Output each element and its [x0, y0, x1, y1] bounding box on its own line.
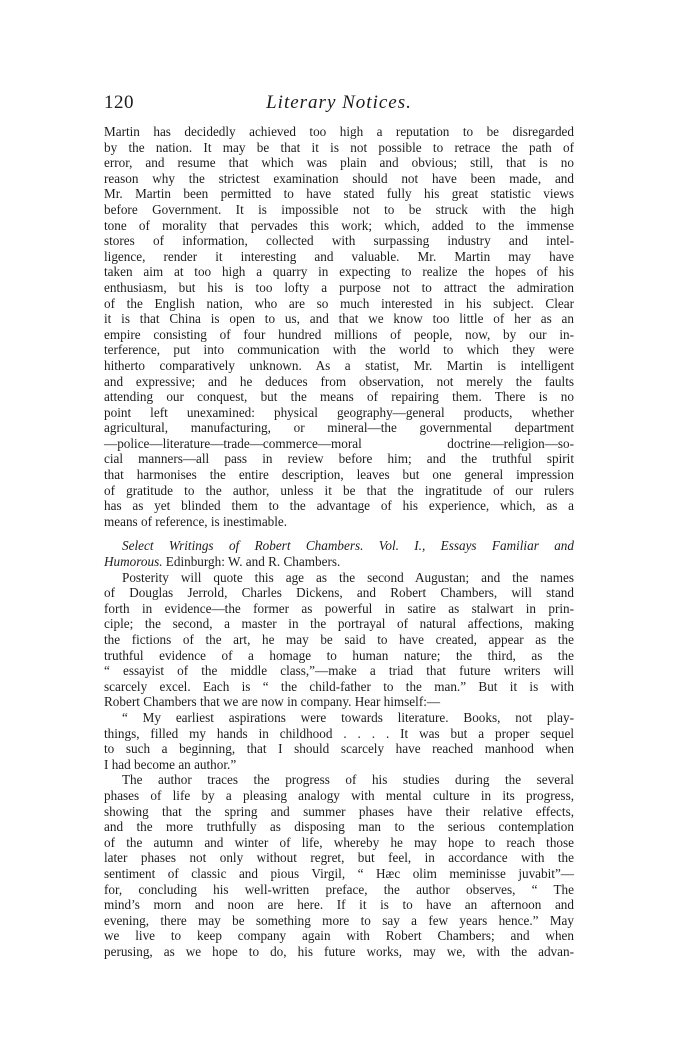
text-line: ligence, render it interesting and valuable. Mr. Martin may have [104, 248, 574, 264]
book-title-imprint-line [104, 554, 574, 570]
book-imprint: Edinburgh: W. and R. Chambers. [162, 554, 341, 570]
text-line: perusing, as we hope to do, his future works, may we, with the advan- [104, 943, 574, 959]
text-line: for, concluding his well-written preface, the author observes, “ The [104, 881, 574, 897]
text-line: sentiment of classic and pious Virgil, “ Hæc olim meminisse juvabit”— [104, 865, 574, 881]
text-line: Martin has decidedly achieved too high a reputation to be disregarded [104, 124, 574, 139]
text-line: showing that the spring and summer phases have their relative effects, [104, 803, 574, 819]
text-line: The author traces the progress of his studies during the several [122, 772, 574, 788]
text-line: point left unexamined: physical geography—general products, whether [104, 404, 574, 420]
text-line: —police—literature—trade—commerce—moral doctrine—religion—so- [104, 435, 574, 451]
text-line: of the autumn and winter of life, whereby he may hope to reach those [104, 834, 574, 850]
text-line: error, and resume that which was plain and obvious; still, that is no [104, 155, 574, 171]
quote-line: things, filled my hands in childhood . . . . It was but a proper sequel [104, 725, 574, 741]
text-line: and the more truthfully as disposing man to the serious contemplation [104, 819, 574, 835]
page-number: 120 [104, 92, 134, 113]
text-line: terference, put into communication with the world to which they were [104, 342, 574, 358]
text-line: “ essayist of the middle class,”—make a triad that future writers will [104, 663, 574, 679]
text-line: stores of information, collected with surpassing industry and intel- [104, 233, 574, 249]
text-line: Mr. Martin been permitted to have stated fully his great statistic views [104, 186, 574, 202]
text-line: Posterity will quote this age as the second Augustan; and the names [122, 569, 574, 585]
text-line: later phases not only without regret, but feel, in accordance with the [104, 850, 574, 866]
text-line: the fictions of the art, he may be said to have created, appear as the [104, 632, 574, 647]
review-martin [104, 124, 574, 529]
text-line: mind’s morn and noon are here. If it is to have an afternoon and [104, 897, 574, 913]
text-line: tone of morality that pervades this work; which, added to the immense [104, 217, 574, 233]
text-line: has as yet blinded them to the advantage of his experience, which, as a [104, 498, 574, 514]
text-line: empire consisting of four hundred millions of people, now, by our in- [104, 326, 574, 342]
text-line: phases of life by a pleasing analogy with mental culture in its progress, [104, 787, 574, 803]
book-title-text: Humorous. [104, 554, 163, 570]
text-line: of the English nation, who are so much interested in his subject. Clear [104, 295, 574, 311]
text-line: hitherto comparatively unknown. As a statist, Mr. Martin is intelligent [104, 357, 574, 373]
book-title-line: Select Writings of Robert Chambers. Vol. I., Essays Familiar and [122, 538, 574, 554]
text-line: forth in evidence—the former as powerful in satire as stalwart in prin- [104, 600, 574, 616]
text-line: of gratitude to the author, unless it be that the ingratitude of our rulers [104, 482, 574, 498]
text-line: ciple; the second, a master in the portrayal of natural affections, making [104, 616, 574, 632]
text-line: of Douglas Jerrold, Charles Dickens, and Robert Chambers, will stand [104, 585, 574, 601]
text-line: by the nation. It may be that it is not possible to retrace the path of [104, 139, 574, 155]
text-line: truthful evidence of a homage to human nature; the third, as the [104, 647, 574, 663]
text-line: it is that China is open to us, and that we know too little of her as an [104, 311, 574, 327]
text-line: attending our conquest, but the means of repairing them. There is no [104, 389, 574, 405]
quote-line: “ My earliest aspirations were towards literature. Books, not play- [122, 709, 574, 725]
text-line: that harmonises the entire description, leaves but one general impression [104, 467, 574, 483]
text-line: we live to keep company again with Robert Chambers; and when [104, 928, 574, 944]
page [104, 92, 574, 959]
text-line: evening, there may be something more to say a few years hence.” May [104, 912, 574, 928]
section-gap [104, 529, 574, 538]
text-line: Robert Chambers that we are now in company. Hear himself:— [104, 694, 441, 710]
text-line: cial manners—all pass in review before him; and the truthful spirit [104, 451, 574, 467]
quote-line: to such a beginning, that I should scarcely have reached manhood when [104, 741, 574, 757]
text-line: taken aim at too high a quarry in expecting to realize the hopes of his [104, 264, 574, 280]
running-head: Literary Notices. [266, 92, 412, 113]
text-line: scarcely excel. Each is “ the child-father to the man.” But it is with [104, 678, 574, 694]
text-line: means of reference, is inestimable. [104, 513, 288, 529]
quote-line: I had become an author.” [104, 756, 237, 772]
text-line: and expressive; and he deduces from observation, not merely the faults [104, 373, 574, 389]
text-line: reason why the strictest examination should not have been made, and [104, 170, 574, 186]
text-line: before Government. It is impossible not to be struck with the high [104, 201, 574, 217]
page-header [104, 92, 574, 120]
text-line: agricultural, manufacturing, or mineral—the governmental department [104, 420, 574, 436]
review-chambers [104, 538, 574, 959]
text-line: enthusiasm, but his is too lofty a purpose not to attract the admiration [104, 279, 574, 295]
